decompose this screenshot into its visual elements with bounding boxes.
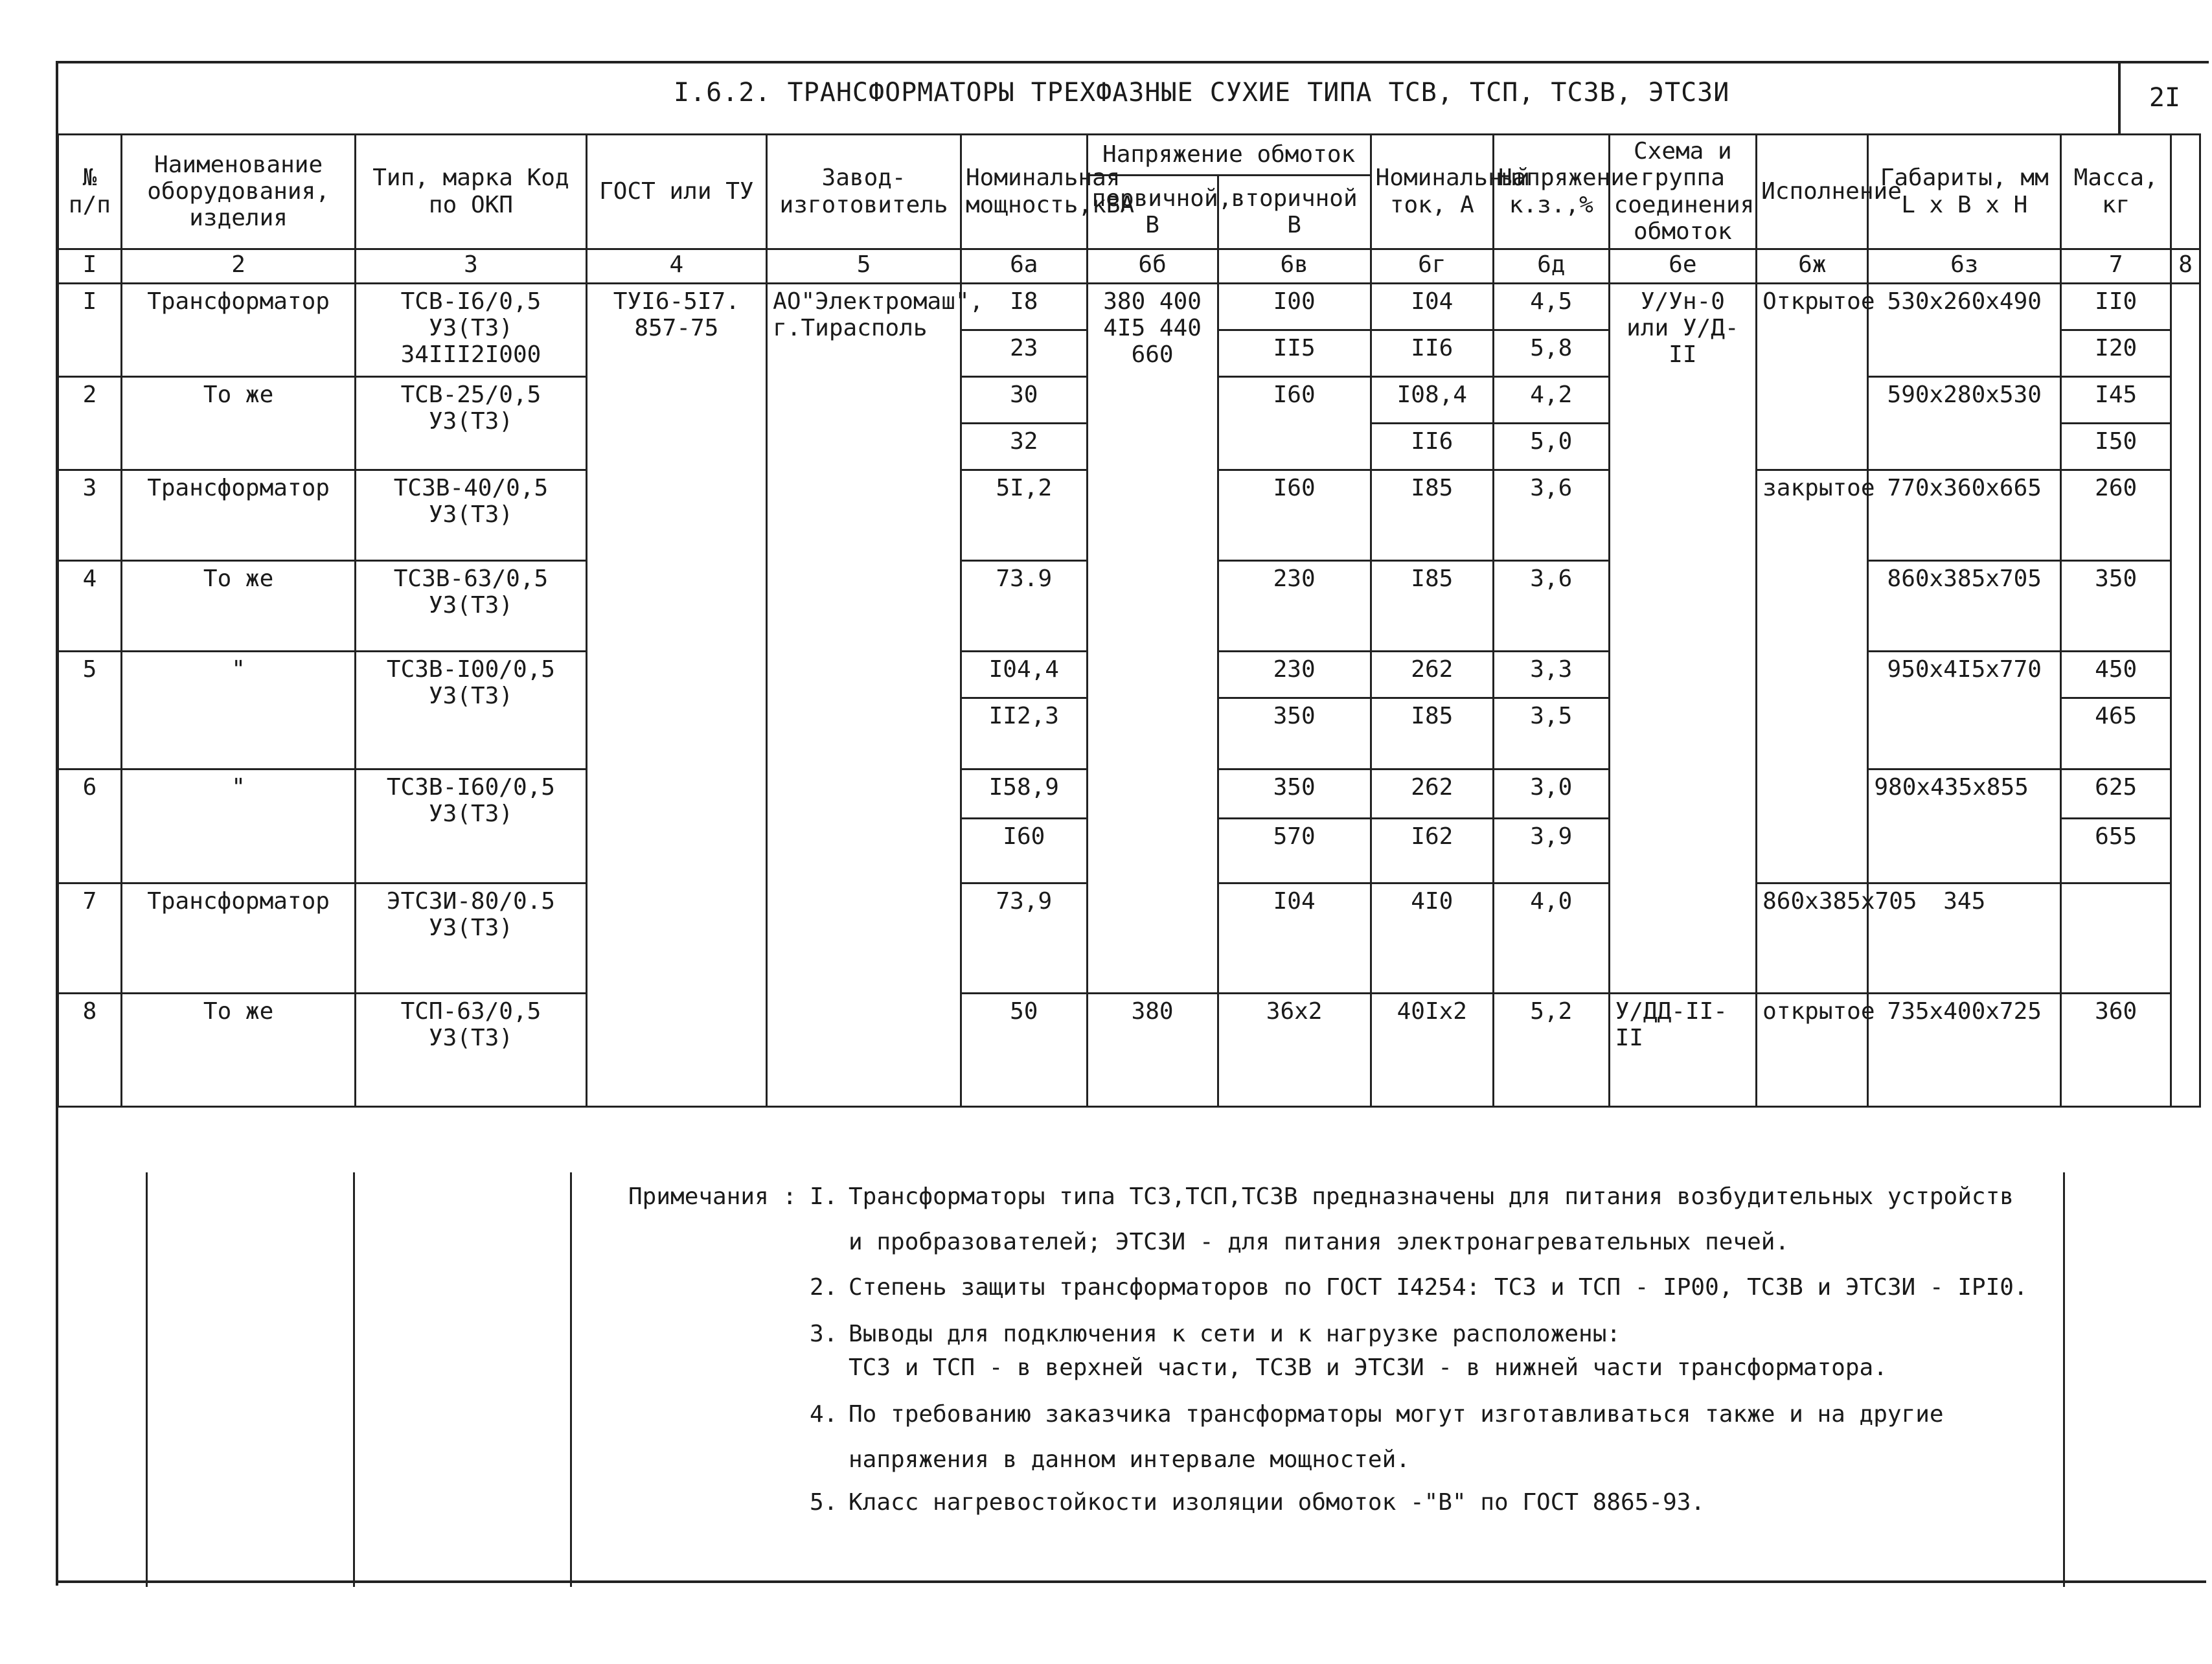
row-secondary: I60 bbox=[1218, 376, 1371, 470]
row-type: ТСЗВ-I60/0,5 У3(Т3) bbox=[356, 769, 586, 883]
row-current: II6 bbox=[1371, 330, 1493, 376]
note-item: 5. Класс нагревостойкости изоляции обмоток -"В" по ГОСТ 8865-93. bbox=[810, 1489, 1705, 1516]
header-dims: Габариты, мм L x B x H bbox=[1868, 135, 2061, 249]
row-num: 5 bbox=[58, 651, 122, 769]
header-voltage: Напряжение обмоток bbox=[1087, 135, 1371, 176]
note-item: 4. По требованию заказчика трансформаторы могут изготавливаться также и на другие bbox=[810, 1401, 1944, 1428]
row-scheme: У/ДД-II-II bbox=[1609, 993, 1757, 1106]
row-power: 73.9 bbox=[961, 560, 1088, 651]
col-number: 7 bbox=[2061, 249, 2171, 283]
divider bbox=[2063, 1172, 2065, 1587]
row-type: ТСП-63/0,5 У3(Т3) bbox=[356, 993, 586, 1106]
row-current: I04 bbox=[1371, 283, 1493, 330]
table-row bbox=[58, 283, 2200, 330]
row-secondary: 230 bbox=[1218, 560, 1371, 651]
row-mass: 360 bbox=[2061, 993, 2171, 1106]
row-type: ТСЗВ-I00/0,5 У3(Т3) bbox=[356, 651, 586, 769]
divider bbox=[570, 1172, 572, 1587]
row-type: ТСЗВ-63/0,5 У3(Т3) bbox=[356, 560, 586, 651]
divider bbox=[353, 1172, 355, 1587]
row-mass: I45 bbox=[2061, 376, 2171, 423]
row-power: I8 bbox=[961, 283, 1088, 330]
row-type: ЭТСЗИ-80/0.5 У3(Т3) bbox=[356, 883, 586, 993]
col-number: 6д bbox=[1493, 249, 1609, 283]
row-current: 4I0 bbox=[1371, 883, 1493, 993]
row-type: ТСЗВ-40/0,5 У3(Т3) bbox=[356, 470, 586, 560]
row-type: ТСВ-I6/0,5 У3(Т3) 34III2I000 bbox=[356, 283, 586, 376]
row-mass: 450 bbox=[2061, 651, 2171, 698]
row-name: " bbox=[121, 769, 356, 883]
row-uk: 3,5 bbox=[1493, 698, 1609, 769]
header-extra bbox=[2171, 135, 2200, 249]
page-title: I.6.2. ТРАНСФОРМАТОРЫ ТРЕХФАЗНЫЕ СУХИЕ ТИПА ТСВ, ТСП, ТСЗВ, ЭТСЗИ bbox=[674, 78, 1730, 108]
col-number: 2 bbox=[121, 249, 356, 283]
row-name: Трансформатор bbox=[121, 470, 356, 560]
header-gost: ГОСТ или ТУ bbox=[586, 135, 767, 249]
row-uk: 5,8 bbox=[1493, 330, 1609, 376]
row-mass: 655 bbox=[2061, 818, 2171, 883]
row-name: То же bbox=[121, 376, 356, 470]
row-dims: 860x385x705 bbox=[1868, 560, 2061, 651]
row-power: I58,9 bbox=[961, 769, 1088, 818]
row-current: I85 bbox=[1371, 698, 1493, 769]
row-plant: АО"Электромаш", г.Тирасполь bbox=[767, 283, 961, 1106]
col-number: 5 bbox=[767, 249, 961, 283]
header-current: Номинальный ток, А bbox=[1371, 135, 1493, 249]
col-number: 6б bbox=[1087, 249, 1218, 283]
row-dims: 860x385x705 bbox=[1757, 883, 1868, 993]
row-secondary: 230 bbox=[1218, 651, 1371, 698]
row-gost: ТУI6-5I7. 857-75 bbox=[586, 283, 767, 1106]
note-item: I. Трансформаторы типа ТСЗ,ТСП,ТСЗВ предназначены для питания возбудительных устройств bbox=[810, 1183, 2014, 1210]
row-uk: 5,0 bbox=[1493, 423, 1609, 470]
row-exec: закрытое bbox=[1757, 470, 1868, 883]
note-item: 3. Выводы для подключения к сети и к нагрузке расположены: bbox=[810, 1321, 1621, 1347]
row-num: 6 bbox=[58, 769, 122, 883]
row-secondary: 570 bbox=[1218, 818, 1371, 883]
row-uk: 4,0 bbox=[1493, 883, 1609, 993]
col-number: I bbox=[58, 249, 122, 283]
header-row-1 bbox=[58, 135, 2200, 176]
row-dims: 735x400x725 bbox=[1868, 993, 2061, 1106]
bottom-border bbox=[57, 1580, 2206, 1583]
note-item: и пробразователей; ЭТСЗИ - для питания электронагревательных печей. bbox=[849, 1229, 1790, 1255]
note-item: 2. Степень защиты трансформаторов по ГОСТ I4254: ТСЗ и ТСП - IP00, ТСЗВ и ЭТСЗИ - IPI0. bbox=[810, 1274, 2028, 1301]
header-mass: Масса, кг bbox=[2061, 135, 2171, 249]
row-dims: 530x260x490 bbox=[1868, 283, 2061, 376]
header-type: Тип, марка Код по ОКП bbox=[356, 135, 586, 249]
col-number: 6з bbox=[1868, 249, 2061, 283]
header-uk: Напряжение к.з.,% bbox=[1493, 135, 1609, 249]
row-mass: 350 bbox=[2061, 560, 2171, 651]
divider bbox=[146, 1172, 148, 1587]
row-current: I08,4 bbox=[1371, 376, 1493, 423]
row-uk: 3,3 bbox=[1493, 651, 1609, 698]
row-primary: 380 bbox=[1087, 993, 1218, 1106]
row-num: 7 bbox=[58, 883, 122, 993]
header-secondary: вторичной В bbox=[1218, 176, 1371, 249]
row-mass: 465 bbox=[2061, 698, 2171, 769]
row-uk: 3,6 bbox=[1493, 470, 1609, 560]
row-name: То же bbox=[121, 993, 356, 1106]
row-power: 50 bbox=[961, 993, 1088, 1106]
row-mass: 260 bbox=[2061, 470, 2171, 560]
transformers-table bbox=[57, 133, 2201, 1108]
row-exec: открытое bbox=[1757, 993, 1868, 1106]
row-primary: 380 400 4I5 440 660 bbox=[1087, 283, 1218, 993]
row-dims: 770x360x665 bbox=[1868, 470, 2061, 560]
row-secondary: II5 bbox=[1218, 330, 1371, 376]
row-current: I62 bbox=[1371, 818, 1493, 883]
col-number: 8 bbox=[2171, 249, 2200, 283]
row-dims: 950x4I5x770 bbox=[1868, 651, 2061, 769]
note-item: напряжения в данном интервале мощностей. bbox=[849, 1446, 1410, 1473]
row-dims: 590x280x530 bbox=[1868, 376, 2061, 470]
table-row bbox=[58, 993, 2200, 1106]
row-power: 73,9 bbox=[961, 883, 1088, 993]
row-exec: Открытое bbox=[1757, 283, 1868, 470]
row-mass: 625 bbox=[2061, 769, 2171, 818]
row-num: I bbox=[58, 283, 122, 376]
row-uk: 4,2 bbox=[1493, 376, 1609, 423]
row-current: 262 bbox=[1371, 769, 1493, 818]
page-number: 2I bbox=[2118, 62, 2209, 134]
row-power: 23 bbox=[961, 330, 1088, 376]
row-uk: 5,2 bbox=[1493, 993, 1609, 1106]
header-exec: Исполнение bbox=[1757, 135, 1868, 249]
row-mass: II0 bbox=[2061, 283, 2171, 330]
row-uk: 4,5 bbox=[1493, 283, 1609, 330]
row-current: I85 bbox=[1371, 470, 1493, 560]
row-secondary: 36x2 bbox=[1218, 993, 1371, 1106]
note-item: ТСЗ и ТСП - в верхней части, ТСЗВ и ЭТСЗИ - в нижней части трансформатора. bbox=[849, 1354, 1887, 1381]
col-number: 6е bbox=[1609, 249, 1757, 283]
row-mass: I50 bbox=[2061, 423, 2171, 470]
row-uk: 3,6 bbox=[1493, 560, 1609, 651]
row-secondary: I04 bbox=[1218, 883, 1371, 993]
row-secondary: 350 bbox=[1218, 698, 1371, 769]
row-mass: I20 bbox=[2061, 330, 2171, 376]
col-number: 6г bbox=[1371, 249, 1493, 283]
row-num: 2 bbox=[58, 376, 122, 470]
row-num: 4 bbox=[58, 560, 122, 651]
row-power: I60 bbox=[961, 818, 1088, 883]
header-power: Номинальная мощность,кВА bbox=[961, 135, 1088, 249]
row-secondary: I00 bbox=[1218, 283, 1371, 330]
col-number: 6а bbox=[961, 249, 1088, 283]
row-secondary: I60 bbox=[1218, 470, 1371, 560]
row-name: Трансформатор bbox=[121, 283, 356, 376]
row-name: То же bbox=[121, 560, 356, 651]
header-name: Наименование оборудования, изделия bbox=[121, 135, 356, 249]
row-scheme: У/Ун-0 или У/Д-II bbox=[1609, 283, 1757, 993]
row-current: I85 bbox=[1371, 560, 1493, 651]
row-power: 5I,2 bbox=[961, 470, 1088, 560]
row-current: 262 bbox=[1371, 651, 1493, 698]
notes-label: Примечания : bbox=[628, 1183, 797, 1210]
row-current: 40Ix2 bbox=[1371, 993, 1493, 1106]
header-primary: первичной, В bbox=[1087, 176, 1218, 249]
row-name: " bbox=[121, 651, 356, 769]
row-num: 8 bbox=[58, 993, 122, 1106]
row-dims: 980x435x855 bbox=[1868, 769, 2061, 883]
col-number: 4 bbox=[586, 249, 767, 283]
row-mass: 345 bbox=[1868, 883, 2061, 993]
row-uk: 3,0 bbox=[1493, 769, 1609, 818]
row-power: I04,4 bbox=[961, 651, 1088, 698]
column-number-row bbox=[58, 249, 2200, 283]
row-extra bbox=[2171, 283, 2200, 1106]
header-scheme: Схема и группа соединения обмоток bbox=[1609, 135, 1757, 249]
row-type: ТСВ-25/0,5 У3(Т3) bbox=[356, 376, 586, 470]
row-uk: 3,9 bbox=[1493, 818, 1609, 883]
row-power: II2,3 bbox=[961, 698, 1088, 769]
header-num: № п/п bbox=[58, 135, 122, 249]
row-num: 3 bbox=[58, 470, 122, 560]
row-power: 30 bbox=[961, 376, 1088, 423]
col-number: 3 bbox=[356, 249, 586, 283]
row-current: II6 bbox=[1371, 423, 1493, 470]
col-number: 6ж bbox=[1757, 249, 1868, 283]
col-number: 6в bbox=[1218, 249, 1371, 283]
row-name: Трансформатор bbox=[121, 883, 356, 993]
row-power: 32 bbox=[961, 423, 1088, 470]
header-plant: Завод-изготовитель bbox=[767, 135, 961, 249]
row-secondary: 350 bbox=[1218, 769, 1371, 818]
